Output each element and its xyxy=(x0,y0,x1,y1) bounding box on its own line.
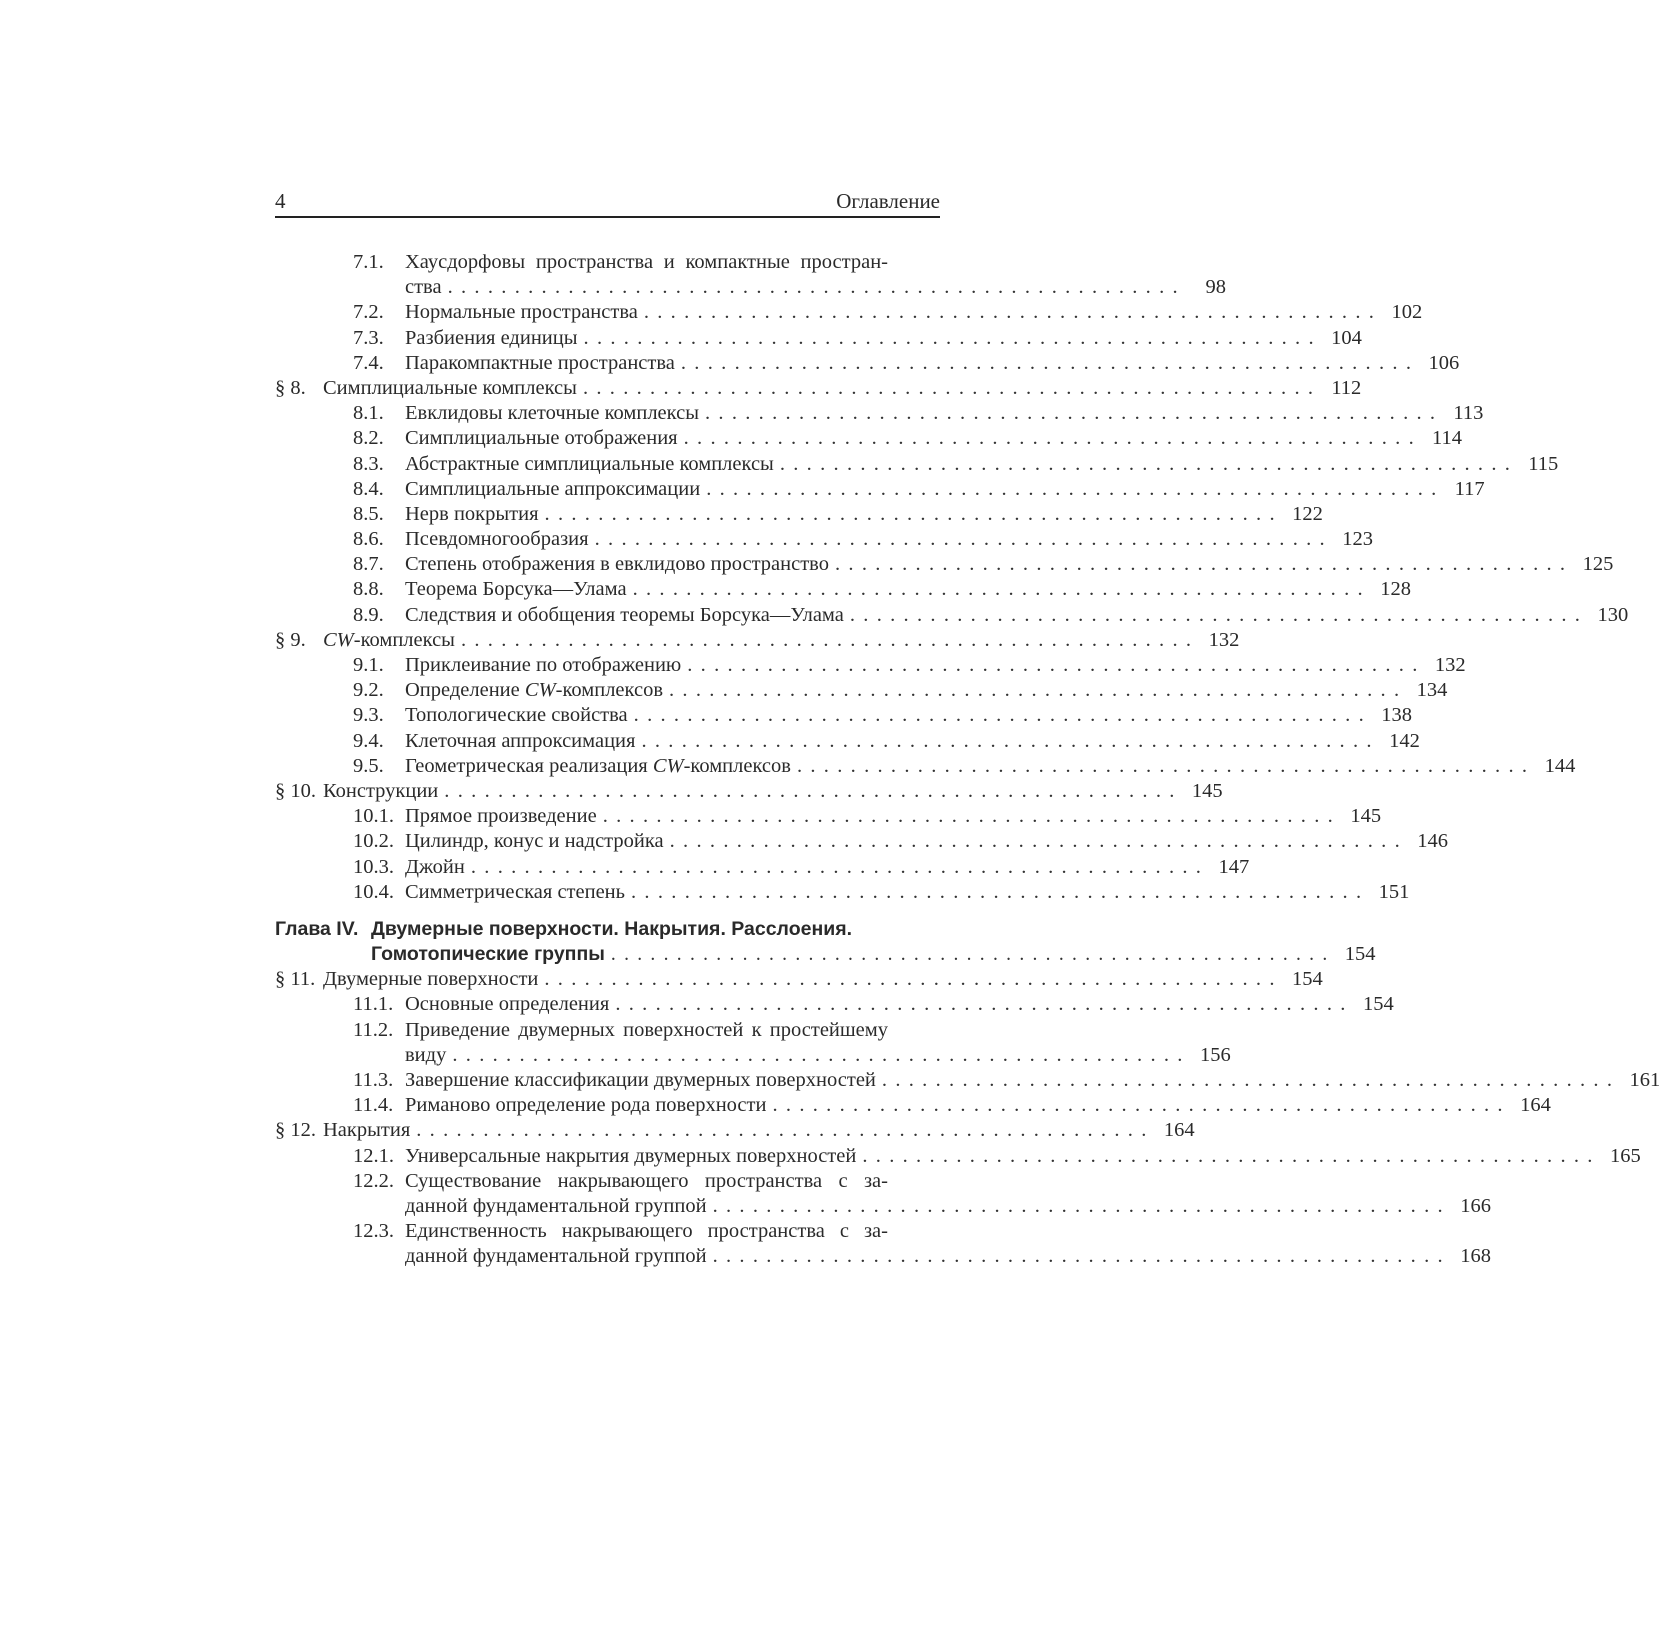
entry-title: Приведение двумерных поверхностей к простейшему xyxy=(405,1018,888,1041)
entry-title: Двумерные поверхности xyxy=(323,968,539,991)
toc-entry-8-4[interactable] xyxy=(275,477,1485,502)
entry-title-text: Определение xyxy=(405,679,525,702)
toc-entry-12-2-cont[interactable] xyxy=(275,1194,1491,1219)
dot-leader: ....................................................... xyxy=(641,729,1380,752)
entry-page: 151 xyxy=(1378,880,1410,903)
entry-title: Приклеивание по отображению xyxy=(405,654,682,676)
dot-leader: ....................................................... xyxy=(687,654,1426,676)
entry-number: 8.8. xyxy=(353,578,384,601)
running-head: Оглавление xyxy=(836,189,940,213)
dot-leader: ....................................................... xyxy=(680,351,1420,374)
entry-number: 12.1. xyxy=(353,1144,394,1167)
toc-entry-7-3[interactable] xyxy=(275,326,1362,351)
toc-entry-section-12[interactable] xyxy=(275,1118,1195,1143)
dot-leader: ....................................................... xyxy=(834,553,1574,576)
dot-leader: ....................................................... xyxy=(631,880,1370,903)
entry-page: 98 xyxy=(1205,276,1226,299)
entry-page: 138 xyxy=(1381,704,1413,727)
toc-entry-8-2[interactable] xyxy=(275,426,1462,451)
dot-leader: ....................................................... xyxy=(416,1119,1155,1142)
entry-title: Разбиения единицы xyxy=(405,326,578,349)
math-cw: CW xyxy=(652,754,684,777)
toc-entry-8-9[interactable] xyxy=(275,603,1629,628)
entry-number: § 8. xyxy=(275,376,306,399)
entry-number: 8.2. xyxy=(353,427,384,450)
dot-leader: ....................................................... xyxy=(602,805,1342,828)
entry-page: 166 xyxy=(1460,1194,1491,1217)
dot-leader: ....................................................... xyxy=(460,628,1200,651)
entry-page: 161 xyxy=(1629,1069,1660,1091)
toc-entry-section-10[interactable] xyxy=(275,779,1223,804)
spacer xyxy=(275,905,940,917)
entry-number: 9.3. xyxy=(353,704,384,727)
entry-page: 144 xyxy=(1544,754,1576,777)
dot-leader: ....................................................... xyxy=(669,679,1408,702)
dot-leader: ....................................................... xyxy=(610,944,1336,966)
entry-page: 134 xyxy=(1416,679,1448,702)
entry-number: 8.7. xyxy=(353,553,384,576)
entry-number: 11.1. xyxy=(353,993,394,1016)
dot-leader: ....................................................... xyxy=(594,528,1333,551)
entry-page: 145 xyxy=(1350,805,1382,828)
toc-entry-section-8[interactable] xyxy=(275,376,1362,401)
entry-title: ства xyxy=(405,276,442,299)
math-cw: CW xyxy=(524,679,556,702)
entry-number: 9.5. xyxy=(353,754,384,777)
entry-title: виду xyxy=(405,1043,447,1066)
toc-entry-section-11[interactable] xyxy=(275,967,1323,992)
entry-page: 102 xyxy=(1391,301,1423,324)
entry-title: Существование накрывающего пространства с за- xyxy=(405,1169,888,1192)
entry-page: 154 xyxy=(1362,993,1394,1016)
dot-leader: ....................................................... xyxy=(796,754,1536,777)
toc-entry-10-4[interactable] xyxy=(275,880,1410,905)
dot-leader: ....................................................... xyxy=(669,830,1408,853)
entry-page: 164 xyxy=(1520,1094,1551,1117)
entry-title: Евклидовы клеточные комплексы xyxy=(405,402,699,425)
toc-entry-12-1[interactable] xyxy=(275,1144,1641,1169)
toc-entry-8-8[interactable] xyxy=(275,577,1411,602)
entry-page: 132 xyxy=(1434,654,1466,676)
entry-page: 165 xyxy=(1609,1144,1641,1167)
toc-entry-chapter-4-cont[interactable] xyxy=(275,942,1376,967)
entry-number: 8.1. xyxy=(353,402,384,425)
dot-leader: ....................................................... xyxy=(583,326,1322,349)
entry-page: 156 xyxy=(1199,1043,1231,1066)
chapter-title: Гомотопические группы xyxy=(371,943,605,966)
toc-entry-8-1[interactable] xyxy=(275,401,1484,426)
entry-title: Абстрактные симплициальные комплексы xyxy=(405,452,774,475)
toc-entry-12-3[interactable] xyxy=(275,1219,940,1244)
entry-number: 10.4. xyxy=(353,880,394,903)
entry-page: 115 xyxy=(1528,452,1559,475)
entry-number: 7.2. xyxy=(353,301,384,324)
entry-number: 9.4. xyxy=(353,729,384,752)
entry-number: 7.4. xyxy=(353,351,384,374)
dot-leader: ....................................................... xyxy=(706,477,1445,500)
entry-page: 117 xyxy=(1454,477,1485,500)
dot-leader: ....................................................... xyxy=(779,452,1519,475)
toc-entry-7-2[interactable] xyxy=(275,300,1423,325)
dot-leader: ....................................................... xyxy=(772,1094,1511,1117)
toc-entry-12-2[interactable] xyxy=(275,1169,940,1194)
entry-title: Степень отображения в евклидово пространство xyxy=(405,553,829,576)
dot-leader: ....................................................... xyxy=(862,1144,1601,1167)
entry-title: Прямое произведение xyxy=(405,805,597,828)
chapter-title: Двумерные поверхности. Накрытия. Расслоения. xyxy=(371,917,853,940)
entry-title: Джойн xyxy=(405,855,465,878)
dot-leader: ....................................................... xyxy=(632,578,1371,601)
entry-title: Клеточная аппроксимация xyxy=(405,729,636,752)
entry-title: Накрытия xyxy=(323,1119,411,1142)
entry-page: 114 xyxy=(1432,427,1462,450)
entry-title: Хаусдорфовы пространства и компактные простран- xyxy=(405,251,888,273)
entry-page: 112 xyxy=(1331,376,1362,399)
entry-number: § 11. xyxy=(275,968,316,991)
toc-entry-11-2[interactable] xyxy=(275,1018,940,1043)
entry-page: 142 xyxy=(1389,729,1420,752)
dot-leader: ....................................................... xyxy=(452,1043,1191,1066)
toc-entry-10-1[interactable] xyxy=(275,804,1382,829)
entry-title: Симметрическая степень xyxy=(405,880,625,903)
entry-title: Универсальные накрытия двумерных поверхностей xyxy=(405,1144,857,1167)
entry-page: 113 xyxy=(1453,402,1484,425)
entry-title: Риманово определение рода поверхности xyxy=(405,1094,767,1117)
toc-entry-10-3[interactable] xyxy=(275,855,1250,880)
entry-title: Следствия и обобщения теоремы Борсука—Улама xyxy=(405,603,844,626)
entry-page: 104 xyxy=(1331,326,1362,349)
toc-entry-9-2[interactable] xyxy=(275,678,1448,703)
toc-entry-9-5[interactable] xyxy=(275,754,1576,779)
entry-page: 147 xyxy=(1218,855,1250,878)
toc-entry-11-2-cont[interactable] xyxy=(275,1043,1231,1068)
entry-page: 146 xyxy=(1417,830,1448,853)
entry-page: 106 xyxy=(1428,351,1460,374)
entry-title: данной фундаментальной группой xyxy=(405,1194,707,1217)
entry-title: Симплициальные комплексы xyxy=(323,376,577,399)
entry-title: Нерв покрытия xyxy=(405,502,539,525)
entry-title xyxy=(405,754,791,779)
entry-page: 168 xyxy=(1460,1245,1491,1268)
entry-page: 154 xyxy=(1344,943,1376,966)
entry-number: 12.2. xyxy=(353,1169,394,1192)
entry-page: 130 xyxy=(1597,603,1629,626)
entry-number: 12.3. xyxy=(353,1220,394,1243)
entry-page: 154 xyxy=(1292,968,1323,991)
entry-title-text: -комплексов xyxy=(683,754,791,777)
entry-number: § 12. xyxy=(275,1119,316,1142)
entry-title: данной фундаментальной группой xyxy=(405,1245,707,1268)
toc-entry-11-1[interactable] xyxy=(275,992,1394,1017)
entry-title: Симплициальные отображения xyxy=(405,427,678,450)
toc-entry-chapter-4[interactable] xyxy=(275,917,940,942)
entry-title: Цилиндр, конус и надстройка xyxy=(405,830,664,853)
dot-leader: ....................................................... xyxy=(544,968,1283,991)
dot-leader: ....................................................... xyxy=(633,704,1373,727)
entry-number: 9.2. xyxy=(353,679,384,702)
entry-page: 145 xyxy=(1191,779,1223,802)
entry-title: Топологические свойства xyxy=(405,704,628,727)
chapter-label: Глава IV. xyxy=(275,917,359,940)
toc-entry-9-1[interactable] xyxy=(275,653,1466,678)
toc-entry-9-3[interactable] xyxy=(275,703,1413,728)
entry-number: 8.3. xyxy=(353,452,384,475)
dot-leader: ....................................................... xyxy=(470,855,1210,878)
dot-leader: ....................................................... xyxy=(712,1194,1451,1217)
entry-number: 8.9. xyxy=(353,603,384,626)
entry-title: Псевдомногообразия xyxy=(405,528,589,551)
entry-number: 7.3. xyxy=(353,326,384,349)
dot-leader: ....................................................... xyxy=(643,301,1383,324)
entry-number: 11.3. xyxy=(353,1069,394,1091)
toc-entry-11-3[interactable] xyxy=(275,1068,1660,1093)
entry-number: 7.1. xyxy=(353,251,384,273)
entry-number: § 10. xyxy=(275,779,316,802)
page-number: 4 xyxy=(275,189,286,213)
toc-entry-7-4[interactable] xyxy=(275,351,1460,376)
entry-title xyxy=(405,678,663,703)
entry-title: Теорема Борсука—Улама xyxy=(405,578,627,601)
dot-leader: ....................................................... xyxy=(849,603,1589,626)
entry-title: Симплициальные аппроксимации xyxy=(405,477,701,500)
entry-title: Основные определения xyxy=(405,993,610,1016)
dot-leader: ....................................................... xyxy=(881,1069,1621,1091)
entry-number: 11.2. xyxy=(353,1018,394,1041)
entry-page: 125 xyxy=(1582,553,1614,576)
entry-page: 128 xyxy=(1380,578,1411,601)
entry-number: 8.6. xyxy=(353,528,384,551)
toc-entry-9-4[interactable] xyxy=(275,729,1420,754)
entry-title xyxy=(323,628,455,653)
entry-title: Нормальные пространства xyxy=(405,301,638,324)
page-header xyxy=(275,188,940,218)
toc-entry-10-2[interactable] xyxy=(275,829,1448,854)
toc-entry-11-4[interactable] xyxy=(275,1093,1551,1118)
math-cw: CW xyxy=(323,628,354,651)
toc-entry-8-6[interactable] xyxy=(275,527,1373,552)
toc-entry-8-7[interactable] xyxy=(275,552,1614,577)
entry-title-text: -комплексов xyxy=(555,679,663,702)
dot-leader: ....................................................... xyxy=(544,502,1283,525)
entry-title-text: -комплексы xyxy=(353,628,455,651)
dot-leader: ....................................................... xyxy=(683,427,1422,450)
toc-entry-7-1[interactable] xyxy=(275,250,940,275)
entry-page: 122 xyxy=(1292,502,1323,525)
dot-leader: ....................................................... xyxy=(712,1245,1451,1268)
entry-number: 11.4. xyxy=(353,1094,394,1117)
entry-title: Единственность накрывающего пространства с за- xyxy=(405,1220,888,1243)
dot-leader: ....................................................... xyxy=(704,402,1444,425)
entry-title: Конструкции xyxy=(323,779,439,802)
entry-page: 132 xyxy=(1208,628,1240,651)
entry-number: 10.2. xyxy=(353,830,394,853)
entry-number: 8.4. xyxy=(353,477,384,500)
dot-leader: ....................................................... xyxy=(444,779,1183,802)
dot-leader: ....................................................... xyxy=(615,993,1354,1016)
entry-number: § 9. xyxy=(275,628,306,651)
toc-entry-8-3[interactable] xyxy=(275,452,1559,477)
toc-entry-7-1-cont[interactable] xyxy=(275,275,1226,300)
entry-number: 9.1. xyxy=(353,654,384,676)
toc-entry-12-3-cont[interactable] xyxy=(275,1244,1491,1269)
dot-leader: ....................................................... xyxy=(447,276,1186,299)
toc-entry-section-9[interactable] xyxy=(275,628,1240,653)
entry-number: 10.1. xyxy=(353,805,394,828)
entry-title: Паракомпактные пространства xyxy=(405,351,675,374)
entry-title: Завершение классификации двумерных поверхностей xyxy=(405,1069,876,1091)
entry-number: 8.5. xyxy=(353,502,384,525)
toc-entry-8-5[interactable] xyxy=(275,502,1323,527)
dot-leader: ....................................................... xyxy=(582,376,1322,399)
entry-number: 10.3. xyxy=(353,855,394,878)
entry-title-text: Геометрическая реализация xyxy=(405,754,653,777)
table-of-contents xyxy=(275,250,1660,1270)
entry-page: 164 xyxy=(1163,1119,1195,1142)
entry-page: 123 xyxy=(1342,528,1373,551)
